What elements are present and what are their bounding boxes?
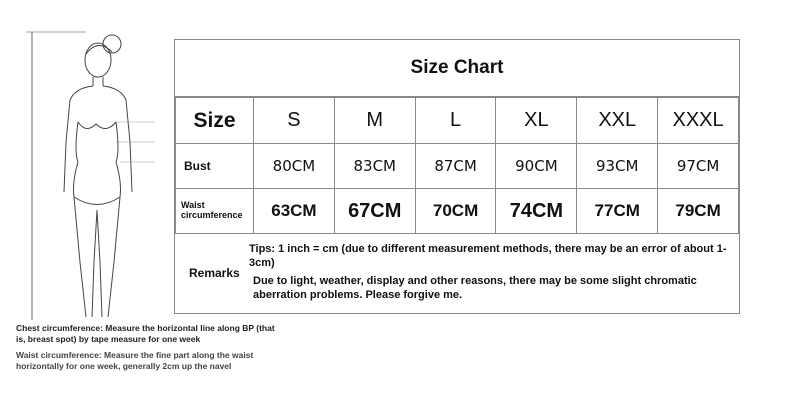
waist-cell: 77CM: [577, 189, 658, 234]
waist-cell: 79CM: [658, 189, 739, 234]
waist-cell: 67CM: [334, 189, 415, 234]
size-header: Size: [176, 98, 254, 144]
remarks-tips: Tips: 1 inch = cm (due to different measurement methods, there may be an error of about 1-3cm): [249, 243, 727, 269]
size-table: [175, 97, 739, 234]
waist-header-line-2: circumference: [181, 210, 243, 220]
bust-row: [176, 144, 739, 189]
size-row: [176, 98, 739, 144]
chart-title: Size Chart: [175, 40, 739, 97]
waist-header: [176, 189, 254, 234]
size-cell: XXL: [577, 98, 658, 144]
remarks-label: Remarks: [189, 266, 240, 280]
bust-cell: 97CM: [658, 144, 739, 189]
bust-cell: 93CM: [577, 144, 658, 189]
remarks-color-note: Due to light, weather, display and other reasons, there may be some slight chromatic aberration problems. Please forgive me.: [253, 275, 697, 301]
waist-header-line-1: Waist: [181, 200, 205, 211]
chest-measurement-note: Chest circumference: Measure the horizontal line along BP (that is, breast spot) by tape measure for one week: [16, 323, 275, 344]
bust-cell: 83CM: [334, 144, 415, 189]
size-cell: L: [415, 98, 496, 144]
bust-cell: 90CM: [496, 144, 577, 189]
remarks-section: [175, 230, 739, 313]
body-figure-illustration: [20, 22, 160, 322]
size-cell: M: [334, 98, 415, 144]
bust-cell: 87CM: [415, 144, 496, 189]
size-chart: [174, 39, 740, 314]
waist-cell: 63CM: [254, 189, 335, 234]
size-cell: XXXL: [658, 98, 739, 144]
bust-cell: 80CM: [254, 144, 335, 189]
waist-cell: 70CM: [415, 189, 496, 234]
size-cell: S: [254, 98, 335, 144]
waist-measurement-note: Waist circumference: Measure the fine part along the waist horizontally for one week, generally 2cm up the navel: [16, 350, 254, 371]
waist-cell: 74CM: [496, 189, 577, 234]
bust-header: Bust: [176, 144, 254, 189]
waist-row: [176, 189, 739, 234]
size-cell: XL: [496, 98, 577, 144]
